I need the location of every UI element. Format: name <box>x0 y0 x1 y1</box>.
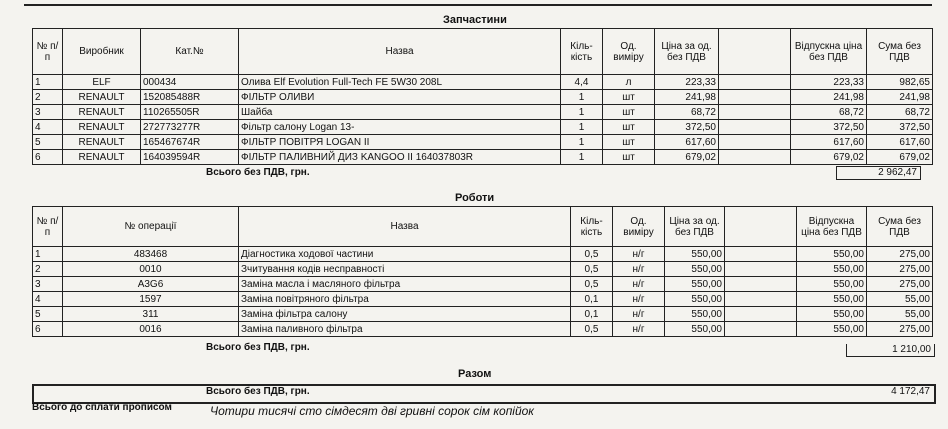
col-header-price: Ціна за од. без ПДВ <box>655 29 719 75</box>
col-header-sale-price: Відпускна ціна без ПДВ <box>791 29 867 75</box>
table-cell: 2 <box>33 90 63 105</box>
table-cell <box>725 292 797 307</box>
summary-box <box>32 384 936 404</box>
table-cell: 5 <box>33 135 63 150</box>
table-cell: RENAULT <box>63 150 141 165</box>
table-cell: Заміна паливного фільтра <box>239 322 571 337</box>
table-cell: н/г <box>613 322 665 337</box>
table-cell: 372,50 <box>655 120 719 135</box>
parts-total-value: 2 962,47 <box>836 166 921 180</box>
table-row <box>33 120 933 135</box>
table-cell: 550,00 <box>665 277 725 292</box>
works-table <box>32 206 933 337</box>
table-cell: 68,72 <box>867 105 933 120</box>
col-header-operation: № операції <box>63 207 239 247</box>
amount-in-words: Чотири тисячі сто сімдесят дві гривні сорок сім копійок <box>210 404 534 418</box>
table-cell <box>725 322 797 337</box>
col-header-qty: Кіль-кість <box>571 207 613 247</box>
table-row <box>33 105 933 120</box>
table-cell: 550,00 <box>665 292 725 307</box>
top-rule <box>24 4 932 6</box>
table-cell: шт <box>603 120 655 135</box>
table-row <box>33 277 933 292</box>
table-cell: 0,5 <box>571 277 613 292</box>
table-cell: 4,4 <box>561 75 603 90</box>
table-cell: 0,5 <box>571 322 613 337</box>
table-cell: 550,00 <box>665 247 725 262</box>
table-cell: 55,00 <box>867 307 933 322</box>
table-cell: 982,65 <box>867 75 933 90</box>
table-cell <box>719 135 791 150</box>
summary-total-value: 4 172,47 <box>891 386 930 397</box>
table-cell <box>719 120 791 135</box>
parts-total-label: Всього без ПДВ, грн. <box>206 167 310 178</box>
table-cell <box>725 247 797 262</box>
table-cell: 550,00 <box>665 307 725 322</box>
table-cell: л <box>603 75 655 90</box>
table-cell: 1 <box>33 247 63 262</box>
table-row <box>33 135 933 150</box>
table-cell: 275,00 <box>867 262 933 277</box>
col-header-blank <box>725 207 797 247</box>
table-cell: 550,00 <box>665 322 725 337</box>
col-header-name: Назва <box>239 29 561 75</box>
table-cell: 3 <box>33 277 63 292</box>
table-cell <box>719 90 791 105</box>
summary-total-label: Всього без ПДВ, грн. <box>206 386 310 397</box>
table-cell: Діагностика ходової частини <box>239 247 571 262</box>
table-cell: 0,5 <box>571 247 613 262</box>
table-cell <box>719 105 791 120</box>
col-header-num: № п/п <box>33 207 63 247</box>
table-cell <box>725 307 797 322</box>
col-header-sum: Сума без ПДВ <box>867 207 933 247</box>
table-cell: 4 <box>33 120 63 135</box>
table-cell: RENAULT <box>63 90 141 105</box>
table-cell: 0,5 <box>571 262 613 277</box>
table-cell: ФІЛЬТР ПОВІТРЯ LOGAN II <box>239 135 561 150</box>
table-cell: 550,00 <box>797 307 867 322</box>
table-cell: 372,50 <box>867 120 933 135</box>
table-cell: 5 <box>33 307 63 322</box>
table-cell: шт <box>603 135 655 150</box>
table-cell: 617,60 <box>655 135 719 150</box>
table-cell: RENAULT <box>63 135 141 150</box>
table-cell: 3 <box>33 105 63 120</box>
col-header-price: Ціна за од. без ПДВ <box>665 207 725 247</box>
table-cell: 110265505R <box>141 105 239 120</box>
table-cell: 55,00 <box>867 292 933 307</box>
table-cell: 550,00 <box>797 292 867 307</box>
col-header-unit: Од. виміру <box>603 29 655 75</box>
table-cell: 679,02 <box>791 150 867 165</box>
table-cell <box>725 262 797 277</box>
table-row <box>33 90 933 105</box>
table-row <box>33 322 933 337</box>
table-cell: 164039594R <box>141 150 239 165</box>
table-cell: н/г <box>613 277 665 292</box>
table-cell: 2 <box>33 262 63 277</box>
table-row <box>33 292 933 307</box>
table-row <box>33 262 933 277</box>
table-cell <box>719 150 791 165</box>
table-cell: 483468 <box>63 247 239 262</box>
table-cell: н/г <box>613 247 665 262</box>
works-header-row <box>33 207 933 247</box>
summary-section-title: Разом <box>458 368 492 380</box>
table-cell: 550,00 <box>797 262 867 277</box>
table-cell: 679,02 <box>655 150 719 165</box>
table-cell: Заміна фільтра салону <box>239 307 571 322</box>
col-header-sum: Сума без ПДВ <box>867 29 933 75</box>
table-cell: ФІЛЬТР ОЛИВИ <box>239 90 561 105</box>
col-header-num: № п/п <box>33 29 63 75</box>
table-cell: н/г <box>613 292 665 307</box>
table-cell: 241,98 <box>655 90 719 105</box>
table-cell <box>725 277 797 292</box>
table-cell: Заміна масла і масляного фільтра <box>239 277 571 292</box>
table-cell: н/г <box>613 262 665 277</box>
col-header-blank <box>719 29 791 75</box>
parts-table <box>32 28 933 165</box>
table-cell: Заміна повітряного фільтра <box>239 292 571 307</box>
table-cell: 679,02 <box>867 150 933 165</box>
table-cell: 165467674R <box>141 135 239 150</box>
col-header-catalog: Кат.№ <box>141 29 239 75</box>
table-cell: Шайба <box>239 105 561 120</box>
table-cell: шт <box>603 105 655 120</box>
table-row <box>33 307 933 322</box>
col-header-unit: Од. виміру <box>613 207 665 247</box>
table-cell: 241,98 <box>867 90 933 105</box>
table-cell: 275,00 <box>867 247 933 262</box>
table-cell: ELF <box>63 75 141 90</box>
table-cell: 1597 <box>63 292 239 307</box>
table-cell <box>719 75 791 90</box>
table-cell: 550,00 <box>797 277 867 292</box>
table-cell: 372,50 <box>791 120 867 135</box>
works-section-title: Роботи <box>455 192 495 204</box>
works-total-label: Всього без ПДВ, грн. <box>206 342 310 353</box>
col-header-sale-price: Відпускна ціна без ПДВ <box>797 207 867 247</box>
table-row <box>33 150 933 165</box>
table-cell: 152085488R <box>141 90 239 105</box>
col-header-name: Назва <box>239 207 571 247</box>
table-cell: 223,33 <box>791 75 867 90</box>
table-cell: 617,60 <box>867 135 933 150</box>
works-total-value: 1 210,00 <box>846 344 935 357</box>
table-cell: 1 <box>561 120 603 135</box>
table-cell: 1 <box>33 75 63 90</box>
table-cell: Фільтр салону Logan 13- <box>239 120 561 135</box>
table-row <box>33 75 933 90</box>
table-cell: 272773277R <box>141 120 239 135</box>
table-cell: ФІЛЬТР ПАЛИВНИЙ ДИЗ KANGOO II 164037803R <box>239 150 561 165</box>
table-cell: 4 <box>33 292 63 307</box>
table-cell: RENAULT <box>63 120 141 135</box>
table-cell: шт <box>603 90 655 105</box>
table-cell: н/г <box>613 307 665 322</box>
amount-in-words-label: Всього до сплати прописом <box>32 402 172 413</box>
table-cell: 6 <box>33 150 63 165</box>
table-cell: 550,00 <box>797 247 867 262</box>
table-cell: 1 <box>561 135 603 150</box>
table-cell: 1 <box>561 105 603 120</box>
table-cell: 0,1 <box>571 292 613 307</box>
table-cell: 550,00 <box>797 322 867 337</box>
table-cell: 0,1 <box>571 307 613 322</box>
table-cell: Олива Elf Evolution Full-Tech FE 5W30 208L <box>239 75 561 90</box>
table-cell: 68,72 <box>655 105 719 120</box>
table-cell: 000434 <box>141 75 239 90</box>
table-cell: 311 <box>63 307 239 322</box>
table-cell: шт <box>603 150 655 165</box>
table-cell: 617,60 <box>791 135 867 150</box>
table-cell: 275,00 <box>867 277 933 292</box>
col-header-maker: Виробник <box>63 29 141 75</box>
table-cell: 0016 <box>63 322 239 337</box>
table-cell: 1 <box>561 150 603 165</box>
table-cell: Зчитування кодів несправності <box>239 262 571 277</box>
table-cell: 223,33 <box>655 75 719 90</box>
parts-section-title: Запчастини <box>443 14 507 26</box>
table-cell: A3G6 <box>63 277 239 292</box>
table-cell: 1 <box>561 90 603 105</box>
parts-header-row <box>33 29 933 75</box>
table-cell: 550,00 <box>665 262 725 277</box>
table-cell: 68,72 <box>791 105 867 120</box>
table-cell: 6 <box>33 322 63 337</box>
col-header-qty: Кіль-кість <box>561 29 603 75</box>
table-cell: RENAULT <box>63 105 141 120</box>
table-cell: 275,00 <box>867 322 933 337</box>
table-row <box>33 247 933 262</box>
table-cell: 0010 <box>63 262 239 277</box>
table-cell: 241,98 <box>791 90 867 105</box>
